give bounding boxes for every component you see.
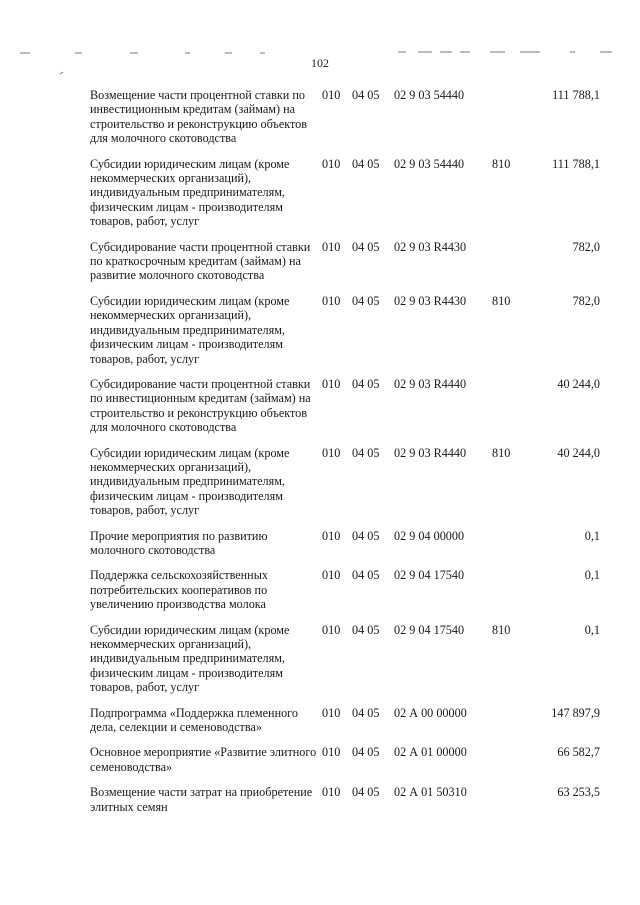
amount-value: 66 582,7 <box>557 745 600 760</box>
section-code: 04 05 <box>352 622 380 637</box>
expense-type-code <box>492 377 526 446</box>
expense-name: Подпрограмма «Поддержка племенного дела, селекции и семеноводства» <box>90 705 298 735</box>
admin-code: 010 <box>322 705 341 720</box>
amount-value: 40 244,0 <box>557 445 600 460</box>
target-article-code: 02 9 03 R4440 <box>394 376 467 391</box>
section-code: 04 05 <box>352 528 380 543</box>
budget-table <box>90 88 600 825</box>
admin-code: 010 <box>322 785 341 800</box>
target-article-code: 02 9 04 17540 <box>394 622 465 637</box>
admin-code: 010 <box>322 622 341 637</box>
table-row <box>90 88 600 157</box>
admin-code: 010 <box>322 568 341 583</box>
target-article-code: 02 9 03 54440 <box>394 88 465 102</box>
expense-type-code <box>492 706 526 746</box>
expense-type-code: 810 <box>492 293 511 308</box>
amount-value: 782,0 <box>572 239 600 254</box>
section-code: 04 05 <box>352 745 380 760</box>
section-code: 04 05 <box>352 568 380 583</box>
table-row <box>90 785 600 825</box>
target-article-code: 02 9 03 54440 <box>394 156 465 171</box>
expense-name: Поддержка сельскохозяйственных потребительских кооперативов по увеличению производства молока <box>90 568 268 612</box>
section-code: 04 05 <box>352 293 380 308</box>
admin-code: 010 <box>322 293 341 308</box>
expense-type-code <box>492 240 526 294</box>
section-code: 04 05 <box>352 376 380 391</box>
amount-value: 0,1 <box>584 528 600 543</box>
expense-type-code <box>492 785 526 825</box>
expense-type-code: 810 <box>492 622 511 637</box>
target-article-code: 02 9 04 17540 <box>394 568 465 583</box>
section-code: 04 05 <box>352 445 380 460</box>
section-code: 04 05 <box>352 705 380 720</box>
table-row <box>90 294 600 377</box>
target-article-code: 02 9 04 00000 <box>394 528 465 543</box>
expense-name: Субсидии юридическим лицам (кроме некоммерческих организаций), индивидуальным предпринимателям, физическим лицам - производителям товаров, работ, услуг <box>90 445 290 518</box>
target-article-code: 02 А 01 50310 <box>394 785 467 800</box>
page-number: 102 <box>311 56 329 70</box>
amount-value: 111 788,1 <box>552 156 600 171</box>
expense-type-code <box>492 529 526 569</box>
expense-name: Прочие мероприятия по развитию молочного скотоводства <box>90 528 268 557</box>
target-article-code: 02 9 03 R4430 <box>394 239 467 254</box>
table-row <box>90 240 600 294</box>
expense-type-code: 810 <box>492 156 511 171</box>
expense-name: Субсидии юридическим лицам (кроме некоммерческих организаций), индивидуальным предпринимателям, физическим лицам - производителям товаров, работ, услуг <box>90 293 290 366</box>
admin-code: 010 <box>322 376 341 391</box>
table-row <box>90 568 600 622</box>
expense-name: Субсидирование части процентной ставки по инвестиционным кредитам (займам) на строительство и реконструкцию объектов для молочного скотоводства <box>90 376 311 435</box>
section-code: 04 05 <box>352 88 380 102</box>
table-row <box>90 623 600 706</box>
table-row <box>90 706 600 746</box>
table-row <box>90 377 600 446</box>
table-row <box>90 446 600 529</box>
expense-type-code: 810 <box>492 445 511 460</box>
expense-name: Субсидирование части процентной ставки по краткосрочным кредитам (займам) на развитие молочного скотоводства <box>90 239 311 283</box>
budget-rows <box>90 88 600 825</box>
admin-code: 010 <box>322 528 341 543</box>
amount-value: 0,1 <box>584 622 600 637</box>
target-article-code: 02 9 03 R4430 <box>394 293 467 308</box>
admin-code: 010 <box>322 745 341 760</box>
expense-type-code <box>492 568 526 622</box>
section-code: 04 05 <box>352 156 380 171</box>
table-row <box>90 529 600 569</box>
amount-value: 0,1 <box>584 568 600 583</box>
section-code: 04 05 <box>352 239 380 254</box>
table-row <box>90 157 600 240</box>
expense-type-code <box>492 88 526 157</box>
expense-name: Субсидии юридическим лицам (кроме некоммерческих организаций), индивидуальным предпринимателям, физическим лицам - производителям товаров, работ, услуг <box>90 622 290 695</box>
expense-name: Возмещение части затрат на приобретение элитных семян <box>90 785 313 814</box>
target-article-code: 02 А 00 00000 <box>394 705 467 720</box>
expense-name: Субсидии юридическим лицам (кроме некоммерческих организаций), индивидуальным предпринимателям, физическим лицам - производителям товаров, работ, услуг <box>90 156 290 229</box>
amount-value: 63 253,5 <box>557 785 600 800</box>
amount-value: 111 788,1 <box>552 88 600 102</box>
amount-value: 147 897,9 <box>551 705 600 720</box>
section-code: 04 05 <box>352 785 380 800</box>
admin-code: 010 <box>322 88 341 102</box>
table-row <box>90 745 600 785</box>
target-article-code: 02 9 03 R4440 <box>394 445 467 460</box>
target-article-code: 02 А 01 00000 <box>394 745 467 760</box>
expense-type-code <box>492 745 526 785</box>
admin-code: 010 <box>322 239 341 254</box>
admin-code: 010 <box>322 156 341 171</box>
expense-name: Возмещение части процентной ставки по инвестиционным кредитам (займам) на строительство и реконструкцию объектов для молочного скотоводства <box>90 88 308 146</box>
amount-value: 40 244,0 <box>557 376 600 391</box>
expense-name: Основное мероприятие «Развитие элитного семеноводства» <box>90 745 317 774</box>
amount-value: 782,0 <box>572 293 600 308</box>
admin-code: 010 <box>322 445 341 460</box>
